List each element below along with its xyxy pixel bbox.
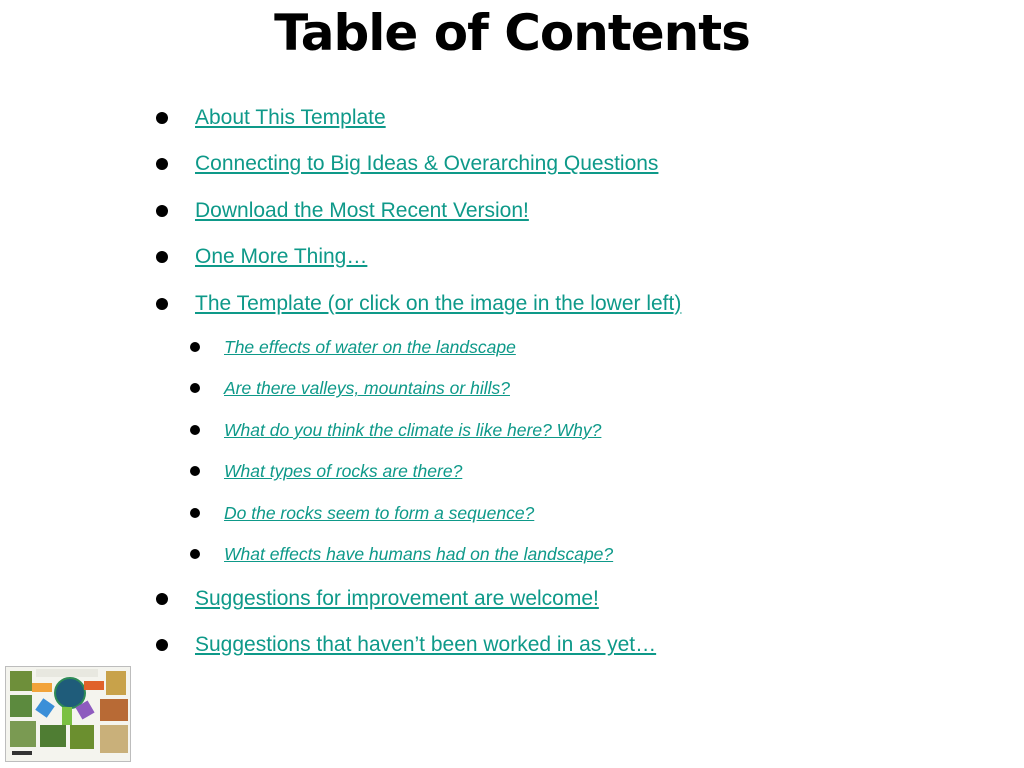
toc-link-water[interactable]: The effects of water on the landscape [224, 336, 516, 357]
toc-link-one-more-thing[interactable]: One More Thing… [195, 245, 368, 269]
toc-link-suggestions-pending[interactable]: Suggestions that haven’t been worked in as yet… [195, 633, 657, 657]
toc-link-humans[interactable]: What effects have humans had on the landscape? [224, 544, 614, 565]
thumb-photo-tile [100, 725, 128, 753]
bullet-icon [156, 112, 168, 124]
thumb-photo-tile [40, 725, 66, 747]
toc-subitem-climate [156, 419, 916, 461]
toc-link-rocks[interactable]: What types of rocks are there? [224, 461, 463, 482]
thumb-arrow-tile [62, 707, 72, 725]
bullet-icon [156, 593, 168, 605]
table-of-contents [156, 104, 916, 678]
bullet-icon [190, 466, 200, 476]
toc-link-climate[interactable]: What do you think the climate is like here? Why? [224, 419, 602, 440]
toc-item-one-more-thing [156, 243, 916, 289]
bullet-icon [190, 342, 200, 352]
thumb-photo-tile [70, 725, 94, 749]
toc-link-the-template[interactable]: The Template (or click on the image in the lower left) [195, 291, 682, 315]
toc-link-suggestions-welcome[interactable]: Suggestions for improvement are welcome! [195, 586, 599, 610]
toc-link-valleys[interactable]: Are there valleys, mountains or hills? [224, 378, 510, 399]
thumb-photo-tile [10, 695, 32, 717]
thumb-logo-tile [12, 751, 32, 755]
thumb-arrow-tile [84, 681, 104, 690]
toc-subitem-valleys [156, 377, 916, 419]
toc-link-download[interactable]: Download the Most Recent Version! [195, 198, 529, 222]
toc-item-about-this-template [156, 104, 916, 150]
bullet-icon [190, 425, 200, 435]
bullet-icon [190, 549, 200, 559]
bullet-icon [190, 508, 200, 518]
bullet-icon [156, 251, 168, 263]
toc-subitem-water [156, 336, 916, 378]
thumb-arrow-tile [32, 683, 52, 692]
template-thumbnail-icon[interactable] [5, 666, 131, 762]
toc-item-big-ideas [156, 150, 916, 196]
thumb-photo-tile [100, 699, 128, 721]
bullet-icon [156, 158, 168, 170]
thumb-photo-tile [10, 671, 32, 691]
toc-item-suggestions-welcome [156, 585, 916, 631]
toc-subitem-humans [156, 543, 916, 585]
bullet-icon [156, 639, 168, 651]
toc-link-big-ideas[interactable]: Connecting to Big Ideas & Overarching Questions [195, 152, 659, 176]
page-title: Table of Contents [274, 4, 750, 62]
thumb-header-tile [36, 669, 98, 677]
bullet-icon [190, 383, 200, 393]
toc-subitem-sequence [156, 502, 916, 544]
thumb-photo-tile [106, 671, 126, 695]
thumb-photo-tile [10, 721, 36, 747]
toc-link-sequence[interactable]: Do the rocks seem to form a sequence? [224, 502, 535, 523]
bullet-icon [156, 205, 168, 217]
toc-item-suggestions-pending [156, 631, 916, 677]
thumb-arrow-tile [35, 698, 54, 717]
toc-item-download [156, 197, 916, 243]
toc-link-about-this-template[interactable]: About This Template [195, 106, 386, 129]
bullet-icon [156, 298, 168, 310]
toc-item-the-template [156, 290, 916, 336]
toc-subitem-rocks [156, 460, 916, 502]
